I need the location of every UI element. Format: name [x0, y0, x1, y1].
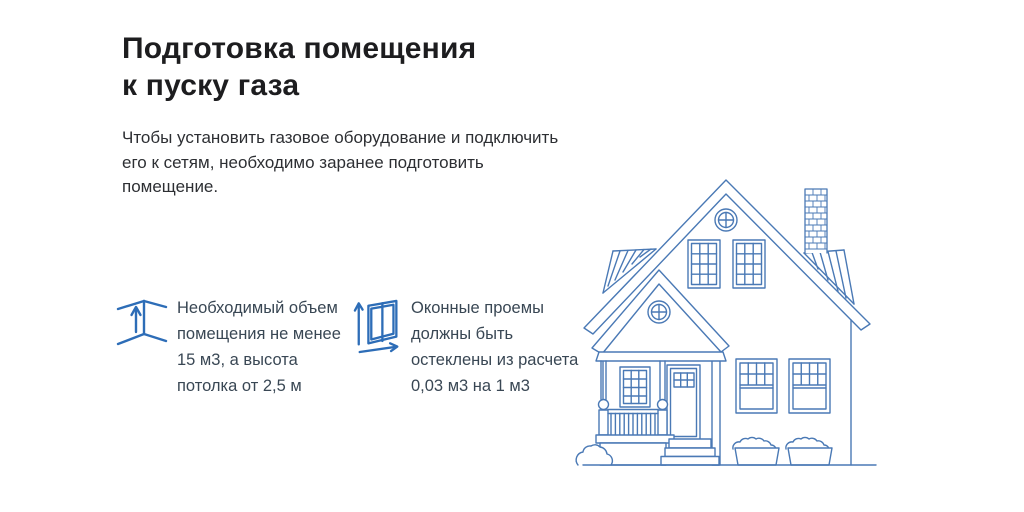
- porch-eave: [596, 352, 726, 361]
- attic-round-window: [715, 209, 737, 231]
- intro-text: Чтобы установить газовое оборудование и подключить его к сетям, необходимо заранее подготовить помещение.: [122, 128, 559, 196]
- gable-round-window: [648, 301, 670, 323]
- requirement-item-volume: [114, 288, 354, 408]
- requirement-text: Оконные проемы должны быть остеклены из расчета 0,03 м3 на 1 м3: [411, 299, 579, 395]
- ceiling-height-icon: [114, 294, 170, 350]
- house-illustration: [570, 158, 900, 468]
- porch-steps: [661, 439, 719, 465]
- front-door: [667, 365, 700, 440]
- chimney: [805, 189, 827, 253]
- page-title-line1: Подготовка помещения: [122, 32, 477, 65]
- page-title-line2: к пуску газа: [122, 69, 300, 102]
- requirement-text: Необходимый объем помещения не менее 15 м3, а высота потолка от 2,5 м: [177, 299, 341, 395]
- window-glazing-icon: [352, 294, 406, 358]
- requirement-item-glazing: [352, 288, 602, 408]
- page-title: [122, 30, 476, 104]
